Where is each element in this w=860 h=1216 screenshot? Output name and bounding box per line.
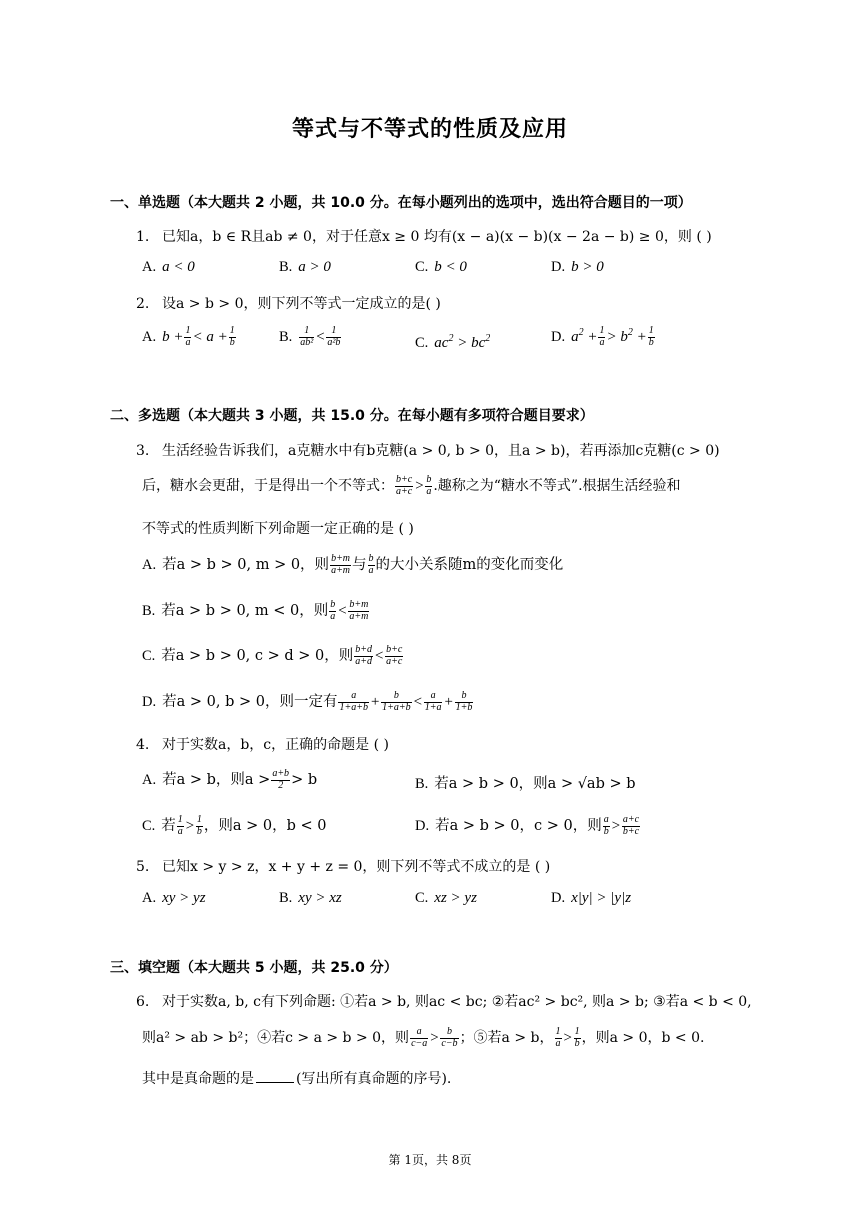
q2-option-a: A. b + $\frac{1}{a}$ < a + $\frac{1}{b}$ [142, 325, 235, 348]
question-number: 1. [136, 229, 150, 245]
q4-option-d: D. 若a > b > 0，c > 0，则 $\frac{a}{b}$ > $\frac{a+c}{b+c}$ [415, 814, 640, 837]
q4-option-b: B. 若a > b > 0，则a > √ab > b [415, 776, 636, 792]
q1-option-c: C. b < 0 [415, 259, 467, 275]
q2-option-b: B. $\frac{1}{\text{ab²}}$ < $\frac{1}{\text{a²b}}$ [279, 325, 341, 348]
q1-option-a: A. a < 0 [142, 259, 195, 275]
question-1 [136, 226, 712, 246]
section-heading-single-choice: 一、单选题（本大题共 2 小题，共 10.0 分。在每小题列出的选项中，选出符合题目的一项） [110, 195, 692, 211]
q1-option-d: D. b > 0 [551, 259, 604, 275]
question-5: 5. 已知x > y > z，x + y + z = 0，则下列不等式不成立的是 ( ) [136, 859, 551, 875]
q3-option-d: D. 若a > 0, b > 0，则一定有 $\frac{a}{1+a+b}$ + $\frac{b}{1+a+b}$ < $\frac{a}{1+a}$ + $\frac{b}{1+b}$ [142, 690, 473, 713]
q6-line-2: 则a² > ab > b²；④若c > a > b > 0，则 $\frac{a}{c-a}$ > $\frac{b}{c-b}$ ；⑤若a > b， $\frac{1}{a}$ > $\frac{1}{b}$ ，则a > 0，b < 0. [142, 1026, 705, 1049]
question-4: 4. 对于实数a，b，c，正确的命题是 ( ) [136, 737, 389, 753]
answer-blank[interactable] [256, 1082, 294, 1083]
q4-option-a: A. 若a > b，则a > $\frac{a+b}{2}$ > b [142, 768, 318, 791]
page-footer: 第 1页，共 8页 [388, 1153, 472, 1167]
page-title: 等式与不等式的性质及应用 [291, 117, 568, 142]
question-2: 2. 设a > b > 0，则下列不等式一定成立的是( ) [136, 296, 441, 312]
q5-option-c: C. xz > yz [415, 890, 477, 906]
question-stem: 已知a，b ∈ R且ab ≠ 0，对于任意x ≥ 0 均有(x − a)(x − b)(x − 2a − b) ≥ 0，则 ( ) [162, 229, 712, 245]
q4-option-c: C. 若 $\frac{1}{a}$ > $\frac{1}{b}$ ，则a > 0，b < 0 [142, 814, 327, 837]
section-heading-fill-blank: 三、填空题（本大题共 5 小题，共 25.0 分） [110, 960, 398, 976]
section-heading-multi-choice: 二、多选题（本大题共 3 小题，共 15.0 分。在每小题有多项符合题目要求） [110, 408, 594, 424]
q1-option-b: B. a > 0 [279, 259, 331, 275]
q5-option-b: B. xy > xz [279, 890, 342, 906]
q2-option-c: C. $ac^2 > bc^2$ [415, 333, 491, 351]
q6-line-3: 其中是真命题的是 (写出所有真命题的序号). [142, 1071, 452, 1087]
q3-option-a: A. 若a > b > 0, m > 0，则 $\frac{b+m}{a+m}$ 与 $\frac{b}{a}$ 的大小关系随m的变化而变化 [142, 553, 564, 576]
q2-option-d: D. $a^2$ + $\frac{1}{a}$ > $b^2$ + $\frac{1}{b}$ [551, 325, 654, 348]
q5-option-a: A. xy > yz [142, 890, 206, 906]
q3-option-b: B. 若a > b > 0, m < 0，则 $\frac{b}{a}$ < $\frac{b+m}{a+m}$ [142, 599, 369, 622]
q3-line-3: 不等式的性质判断下列命题一定正确的是 ( ) [142, 521, 414, 537]
question-6: 6. 对于实数a, b, c有下列命题: ①若a > b, 则ac < bc; ②若ac² > bc², 则a > b; ③若a < b < 0, [136, 994, 752, 1010]
q5-option-d: D. x|y| > |y|z [551, 890, 632, 906]
question-3: 3. 生活经验告诉我们，a克糖水中有b克糖(a > 0, b > 0，且a > b)，若再添加c克糖(c > 0) [136, 443, 720, 459]
q3-option-c: C. 若a > b > 0, c > d > 0，则 $\frac{b+d}{a+d}$ < $\frac{b+c}{a+c}$ [142, 644, 403, 667]
q3-line-2: 后，糖水会更甜，于是得出一个不等式： $\frac{b+c}{a+c}$ > $\frac{b}{a}$ .趣称之为“糖水不等式”.根据生活经验和 [142, 474, 681, 497]
